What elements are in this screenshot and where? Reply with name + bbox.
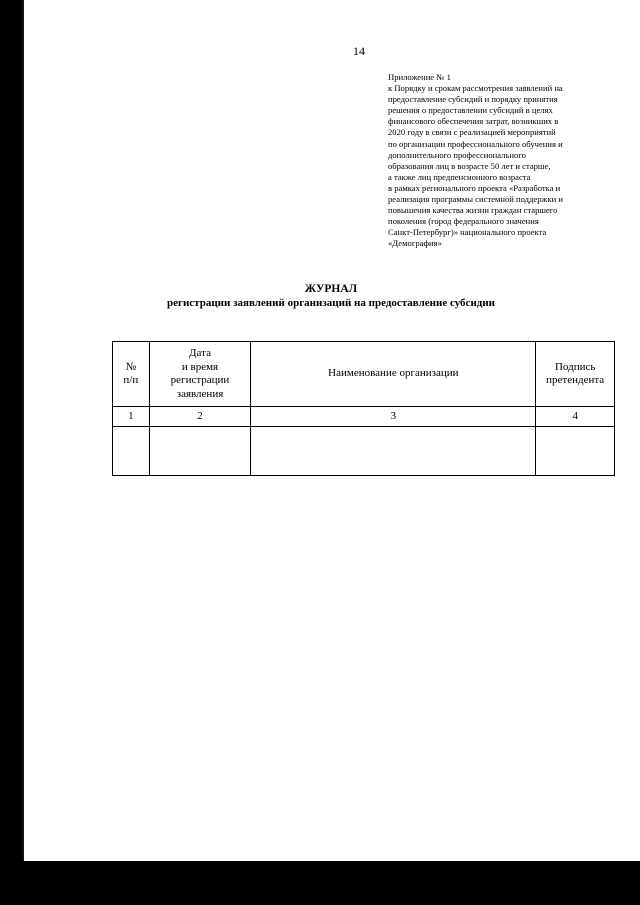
page-number: 14 (353, 44, 365, 58)
appendix-line: поколения (город федерального значения (388, 216, 539, 227)
appendix-line: в рамках регионального проекта «Разработка и (388, 182, 561, 193)
column-number: 4 (536, 407, 615, 427)
empty-cell[interactable] (536, 427, 615, 476)
appendix-line: к Порядку и срокам рассмотрения заявлений на (388, 83, 563, 94)
appendix-line: образования лиц в возрасте 50 лет и старше, (388, 160, 551, 171)
table-row (113, 427, 615, 476)
column-number: 1 (113, 407, 150, 427)
column-number: 2 (149, 407, 251, 427)
registration-table (112, 341, 615, 476)
table-number-row (113, 407, 615, 427)
header-date: Дата и время регистрации заявления (149, 342, 251, 407)
appendix-line: по организации профессионального обучения и (388, 138, 563, 149)
appendix-line: реализация программы системной поддержки и (388, 194, 563, 205)
scan-edge (22, 0, 24, 861)
header-organization: Наименование организации (251, 342, 536, 407)
appendix-line: а также лиц предпенсионного возраста (388, 171, 531, 182)
appendix-line: дополнительного профессионального (388, 149, 526, 160)
empty-cell[interactable] (113, 427, 150, 476)
appendix-line: повышения качества жизни граждан старшего (388, 205, 558, 216)
appendix-note (388, 72, 616, 250)
header-signature: Подпись претендента (536, 342, 615, 407)
header-number: № п/п (113, 342, 150, 407)
appendix-line: финансового обеспечения затрат, возникших в (388, 116, 559, 127)
appendix-line: предоставление субсидий и порядку принятия (388, 94, 558, 105)
column-number: 3 (251, 407, 536, 427)
appendix-line: решения о предоставлении субсидий в целях (388, 105, 553, 116)
appendix-line: Санкт-Петербург)» национального проекта (388, 227, 547, 238)
table-header-row (113, 342, 615, 407)
journal-subtitle: регистрации заявлений организаций на предоставление субсидии (166, 297, 496, 309)
appendix-line: «Демография» (388, 238, 442, 249)
document-page (22, 0, 640, 861)
appendix-line: Приложение № 1 (388, 72, 451, 82)
appendix-line: 2020 году в связи с реализацией мероприятий (388, 127, 556, 138)
empty-cell[interactable] (149, 427, 251, 476)
empty-cell[interactable] (251, 427, 536, 476)
journal-title: ЖУРНАЛ (304, 283, 358, 295)
